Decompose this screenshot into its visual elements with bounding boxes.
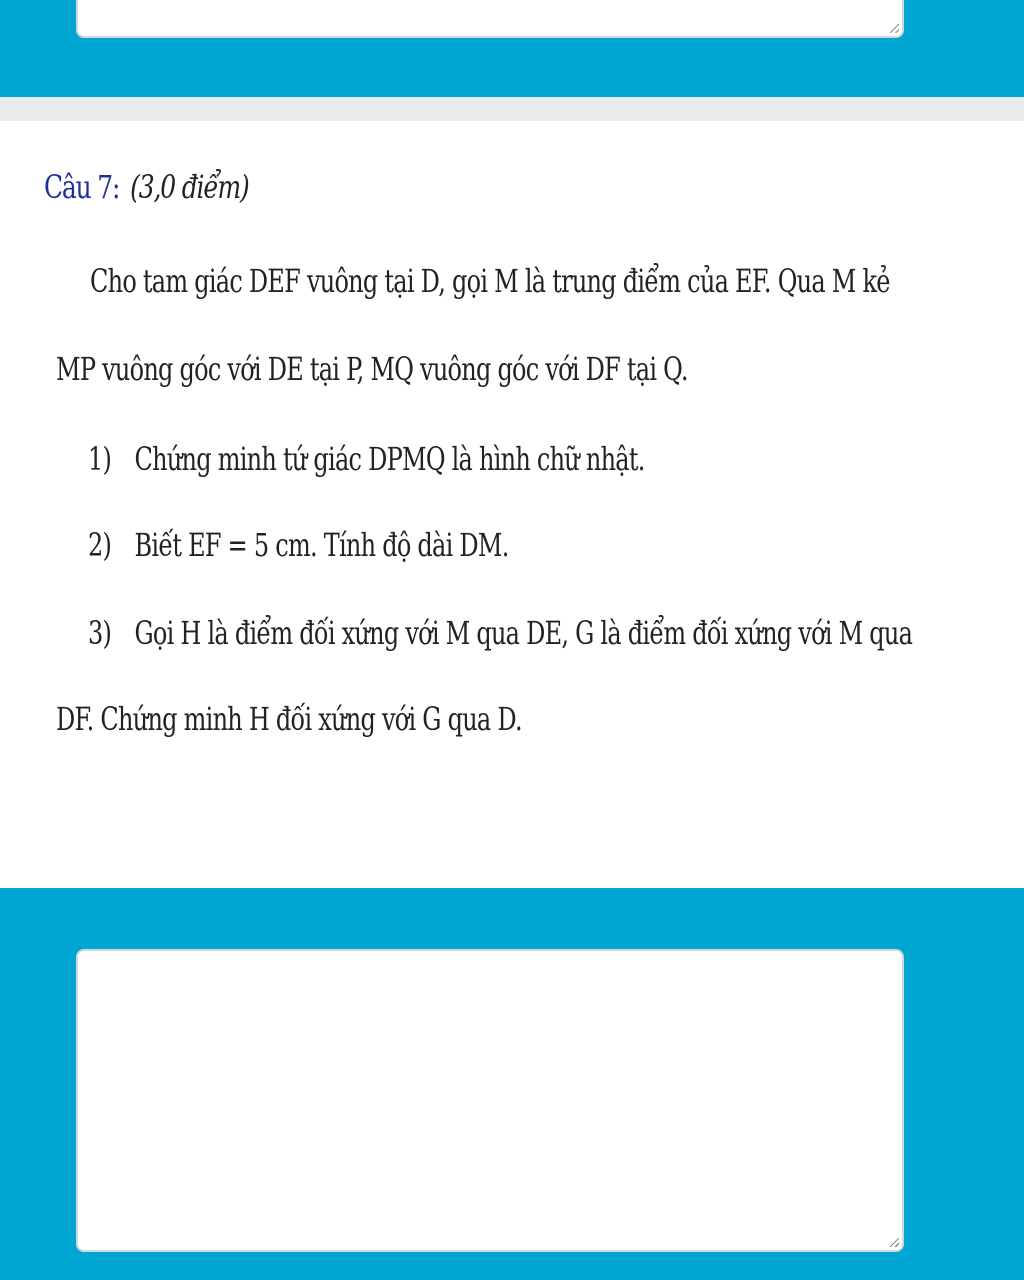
question-item-3-continued: DF. Chứng minh H đối xứng với G qua D.	[56, 700, 522, 738]
item-number: 2)	[88, 526, 112, 564]
item-text: Chứng minh tứ giác DPMQ là hình chữ nhật.	[134, 440, 645, 478]
question-title	[44, 168, 249, 206]
answer-textarea[interactable]	[76, 949, 904, 1252]
item-text: Gọi H là điểm đối xứng với M qua DE, G là điểm đối xứng với M qua	[134, 614, 913, 652]
separator-strip	[0, 97, 1024, 121]
question-item-2	[88, 526, 509, 564]
question-points: (3,0 điểm)	[130, 168, 249, 206]
question-intro-line-2: MP vuông góc với DE tại P, MQ vuông góc với DF tại Q.	[56, 350, 688, 388]
resize-grip-icon[interactable]	[890, 24, 899, 33]
item-number: 3)	[88, 614, 112, 652]
item-text: Biết EF = 5 cm. Tính độ dài DM.	[134, 526, 509, 564]
question-item-1	[88, 440, 645, 478]
question-card	[0, 121, 1024, 888]
question-intro-line-1: Cho tam giác DEF vuông tại D, gọi M là trung điểm của EF. Qua M kẻ	[90, 262, 890, 300]
question-item-3	[88, 614, 912, 652]
item-number: 1)	[88, 440, 112, 478]
top-band	[0, 0, 1024, 97]
answer-textarea-previous[interactable]	[76, 0, 904, 38]
question-number: Câu 7:	[44, 168, 120, 206]
resize-grip-icon[interactable]	[890, 1238, 899, 1247]
